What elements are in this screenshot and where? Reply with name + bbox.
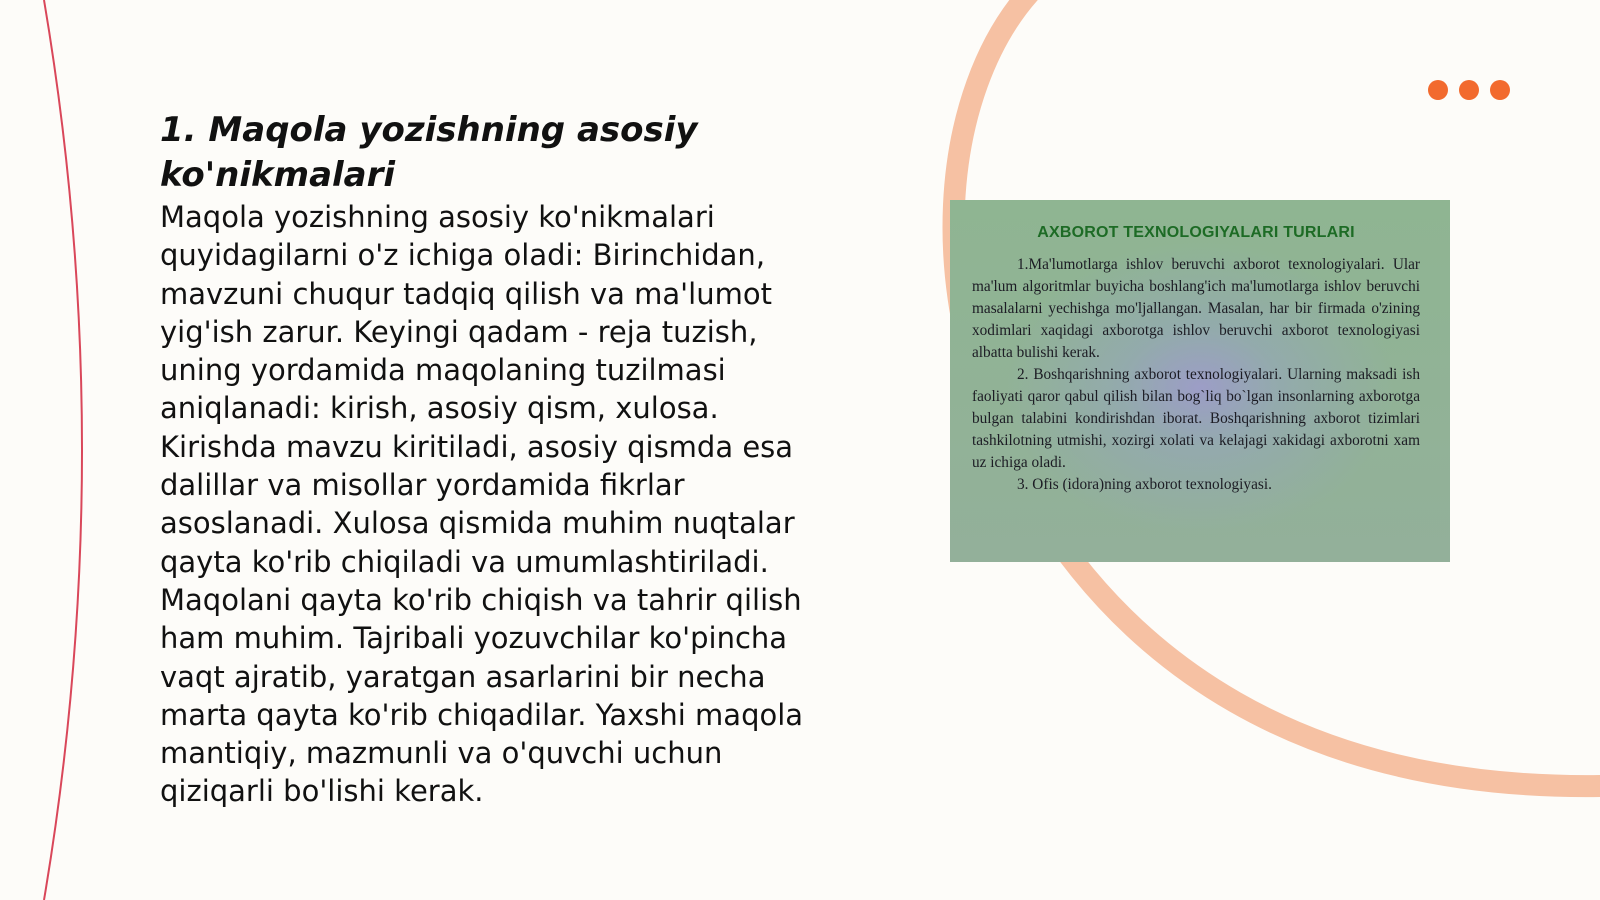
figure-paragraph: 2. Boshqarishning axborot texnologiyalari. Ularning maksadi ish faoliyati qaror qabul qilish bilan bog`liq bo`lgan insonlarning axborotga bulgan talabini kondirishdan iborat. Boshqarishning axborot tizimlari tashkilotning utmishi, xozirgi xolati va kelajagi xakidagi axborotni xam uz ichiga oladi.	[972, 366, 1420, 471]
decorative-dots	[1428, 80, 1510, 100]
main-text-block	[160, 108, 840, 811]
figure-title: AXBOROT TEXNOLOGIYALARI TURLARI	[1037, 224, 1355, 241]
figure-paragraph: 3. Ofis (idora)ning axborot texnologiyasi.	[1017, 476, 1272, 493]
slide-title: 1. Maqola yozishning asosiy ko'nikmalari	[160, 110, 698, 195]
dot-icon	[1490, 80, 1510, 100]
document-image	[950, 200, 1450, 562]
dot-icon	[1428, 80, 1448, 100]
dot-icon	[1459, 80, 1479, 100]
slide-body-text: Maqola yozishning asosiy ko'nikmalari quyidagilarni o'z ichiga oladi: Birinchidan, mavzuni chuqur tadqiq qilish va ma'lumot yig'ish zarur. Keyingi qadam - reja tuzish, uning yordamida maqolaning tuzilmasi aniqlanadi: kirish, asosiy qism, xulosa. Kirishda mavzu kiritiladi, asosiy qismda esa dalillar va misollar yordamida fikrlar asoslanadi. Xulosa qismida muhim nuqtalar qayta ko'rib chiqiladi va umumlashtiriladi. Maqolani qayta ko'rib chiqish va tahrir qilish ham muhim. Tajribali yozuvchilar ko'pincha vaqt ajratib, yaratgan asarlarini bir necha marta qayta ko'rib chiqadilar. Yaxshi maqola mantiqiy, mazmunli va o'quvchi uchun qiziqarli bo'lishi kerak.	[160, 200, 804, 809]
left-edge-curve	[44, 0, 82, 900]
figure-paragraph: 1.Ma'lumotlarga ishlov beruvchi axborot texnologiyalari. Ular ma'lum algoritmlar buyicha boshlang'ich ma'lumotlarga ishlov beruvchi masalalarni yechishga mo'ljallangan. Masalan, har bir firmada o'zining xodimlari xaqidagi axborotga ishlov beruvchi axborot texnologiyasi albatta bulishi kerak.	[972, 256, 1420, 361]
